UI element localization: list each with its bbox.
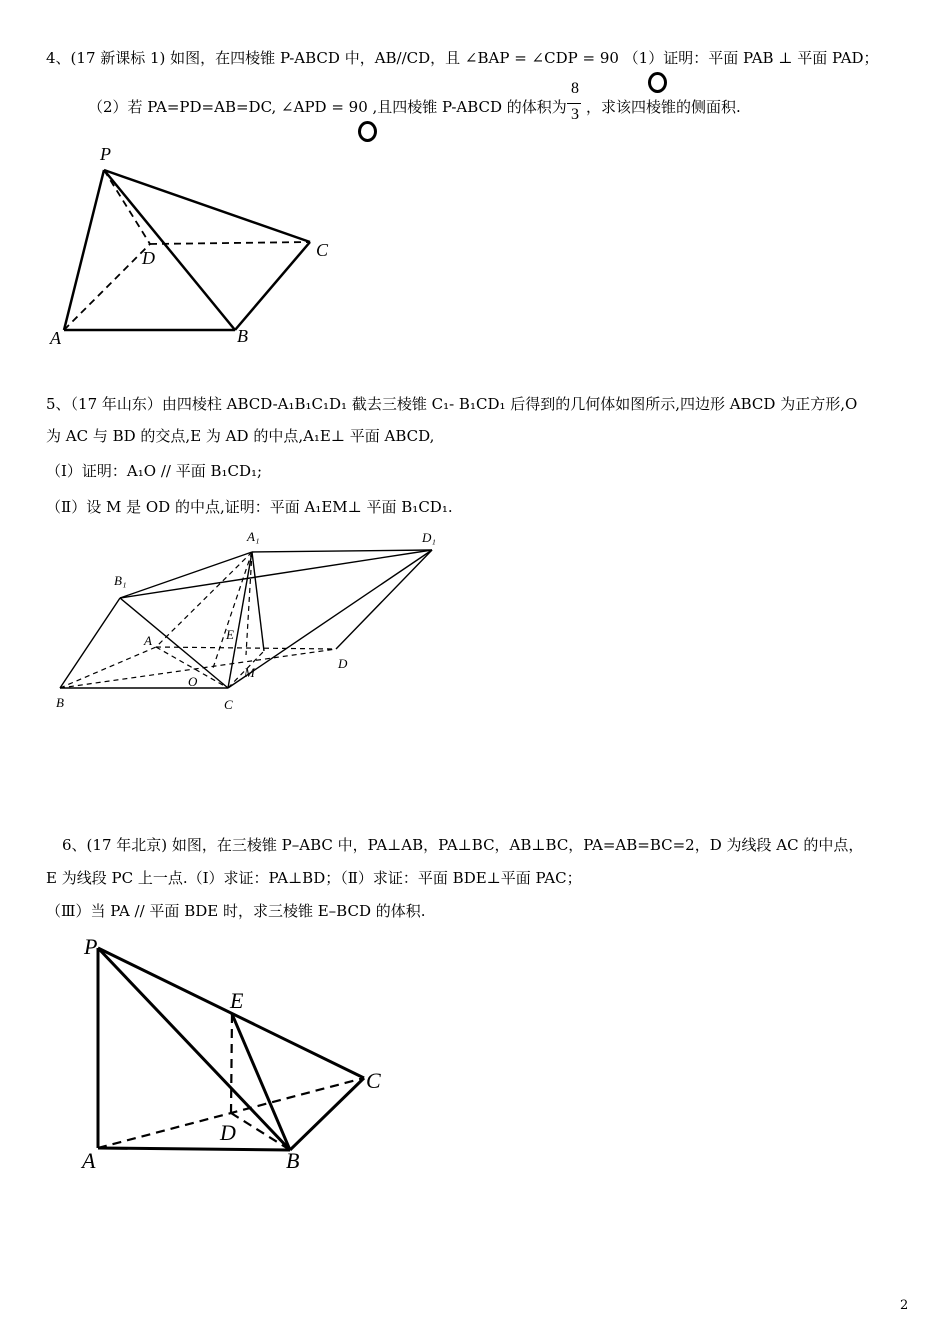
q5-label-a: A	[144, 633, 152, 648]
q4-label-a: A	[50, 328, 61, 348]
q4-line2-end: ，求该四棱锥的侧面积.	[586, 98, 741, 116]
q5-label-b1: B₁	[114, 573, 127, 588]
q6-line3: （Ⅲ）当 PA // 平面 BDE 时，求三棱锥 E–BCD 的体积.	[46, 902, 426, 920]
q6-label-d: D	[220, 1120, 236, 1145]
q5-label-a1: A₁	[247, 529, 260, 544]
q4-fraction-bar	[567, 103, 581, 104]
q6-label-a: A	[82, 1148, 96, 1173]
q4-pyramid-figure	[40, 140, 350, 350]
q5-line2: 为 AC 与 BD 的交点,E 为 AD 的中点,A₁E⊥ 平面 ABCD,	[46, 427, 435, 445]
q5-label-b: B	[56, 695, 64, 710]
q6-line1: 6、(17 年北京) 如图，在三棱锥 P–ABC 中，PA⊥AB，PA⊥BC，AB⊥BC，PA=AB=BC=2，D 为线段 AC 的中点，	[62, 836, 864, 854]
degree-mark-2	[358, 121, 377, 142]
q4-line2: （2）若 PA=PD=AB=DC, ∠APD = 90 ,且四棱锥 P-ABCD 的体积为	[88, 98, 567, 116]
q6-label-b: B	[286, 1148, 300, 1173]
q5-line1: 5、（17 年山东）由四棱柱 ABCD-A₁B₁C₁D₁ 截去三棱锥 C₁- B₁CD₁ 后得到的几何体如图所示,四边形 ABCD 为正方形,O	[46, 395, 858, 413]
q5-label-m: M	[244, 665, 255, 680]
q5-label-c: C	[224, 697, 233, 712]
q6-label-p: P	[84, 934, 98, 959]
q5-line3: （Ⅰ）证明：A₁O // 平面 B₁CD₁;	[46, 462, 263, 480]
page-number: 2	[900, 1298, 909, 1313]
q4-fraction-denominator: 3	[571, 106, 579, 123]
q4-label-p: P	[100, 144, 111, 164]
q4-fraction-numerator: 8	[571, 80, 579, 97]
q4-label-c: C	[316, 240, 329, 260]
q5-label-d1: D₁	[422, 530, 436, 545]
q6-label-e: E	[230, 988, 244, 1013]
q5-label-o: O	[188, 674, 198, 689]
degree-mark-1	[648, 72, 667, 93]
q5-line4: （Ⅱ）设 M 是 OD 的中点,证明：平面 A₁EM⊥ 平面 B₁CD₁.	[46, 498, 453, 516]
q5-prism-figure	[40, 525, 460, 720]
q4-label-d: D	[142, 248, 155, 268]
q4-line1: 4、(17 新课标 1) 如图，在四棱锥 P-ABCD 中，AB//CD，且 ∠BAP = ∠CDP = 90 （1）证明：平面 PAB ⊥ 平面 PAD；	[46, 49, 879, 67]
q6-label-c: C	[366, 1068, 381, 1093]
q6-pyramid-figure	[70, 930, 420, 1175]
q5-label-e: E	[226, 627, 234, 642]
q5-label-d: D	[338, 656, 348, 671]
q4-label-b: B	[237, 326, 248, 346]
q6-line2: E 为线段 PC 上一点.（Ⅰ）求证：PA⊥BD；（Ⅱ）求证：平面 BDE⊥平面 PAC；	[46, 869, 582, 887]
